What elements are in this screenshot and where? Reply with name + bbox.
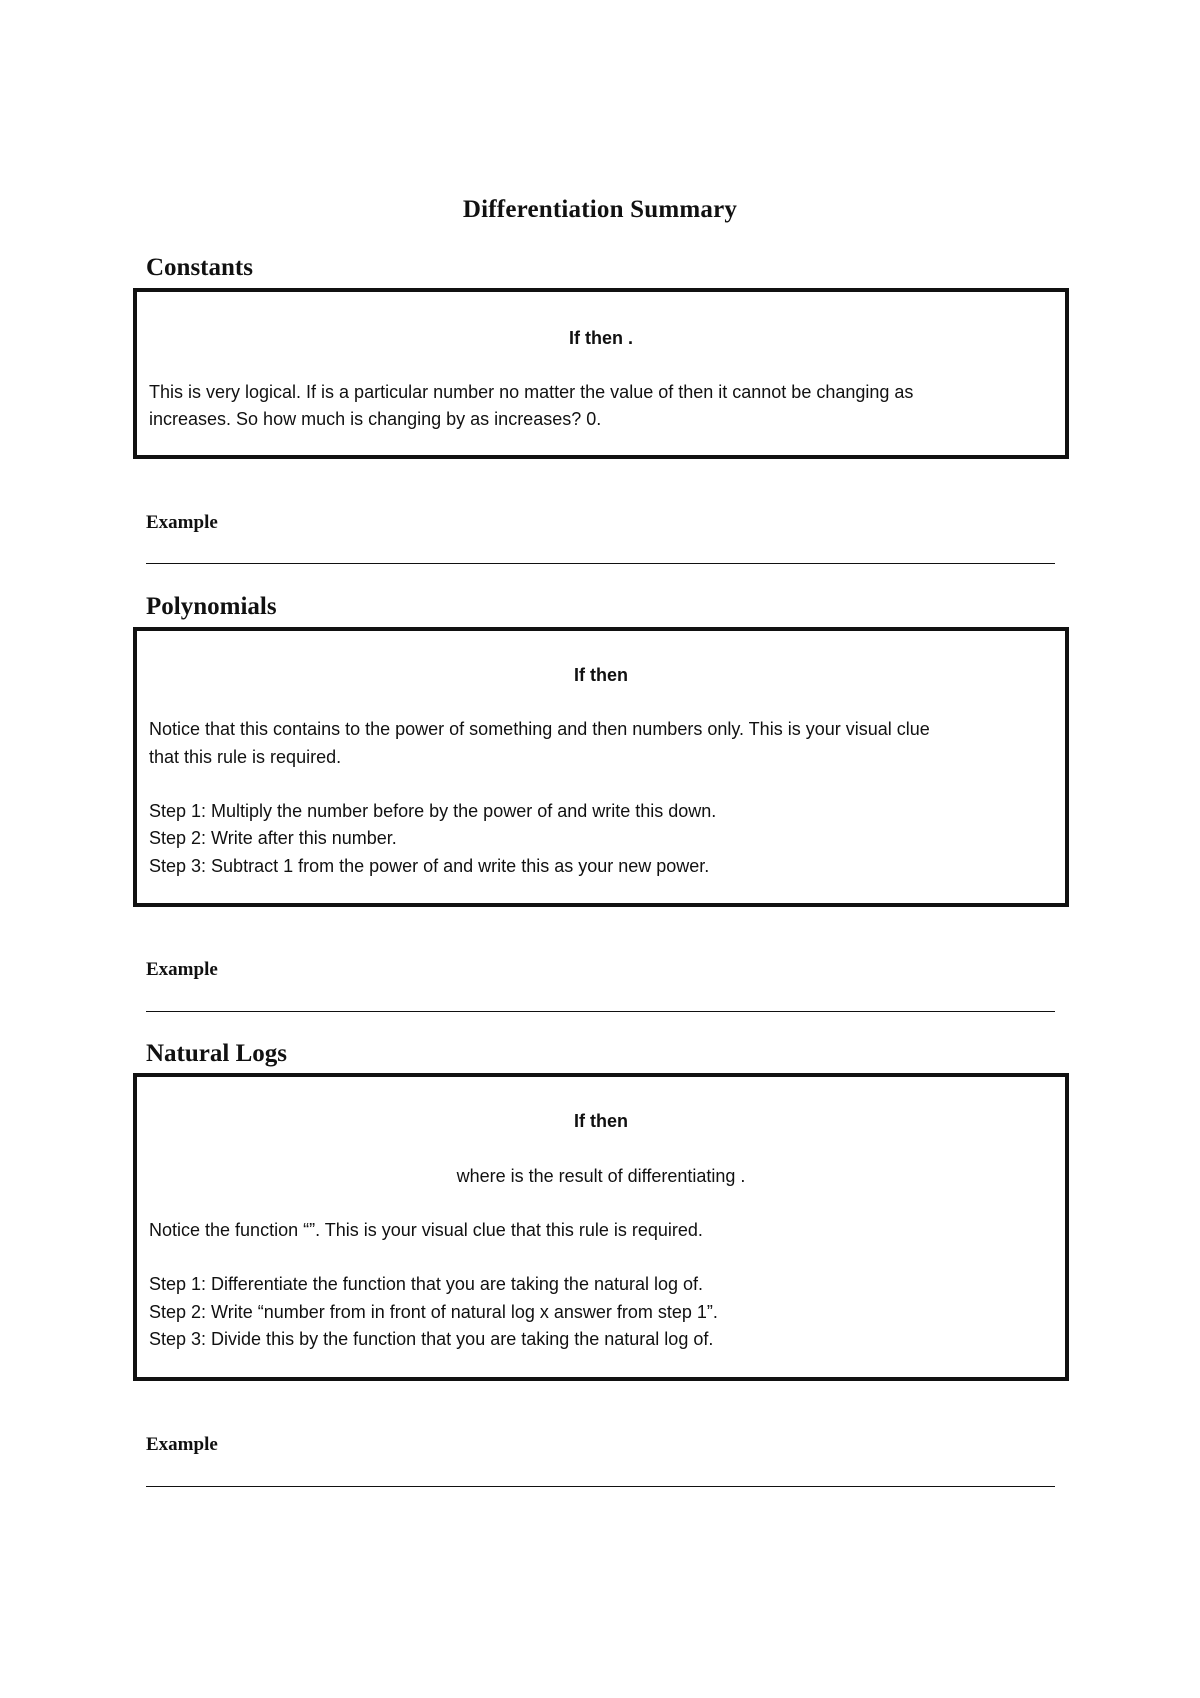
rule-explanation-line: increases. So how much is changing by as increases? 0. — [149, 409, 602, 429]
rule-step: Step 1: Differentiate the function that you are taking the natural log of. — [149, 1274, 704, 1294]
example-answer-line — [146, 1011, 1055, 1012]
section-heading-polynomials: Polynomials — [146, 593, 277, 620]
rule-step: Step 1: Multiply the number before by the power of and write this down. — [149, 801, 717, 821]
example-answer-line — [146, 563, 1055, 564]
rule-explanation-line: This is very logical. If is a particular number no matter the value of then it cannot be changing as — [149, 382, 914, 402]
rule-box-constants — [133, 288, 1069, 459]
section-heading-natural-logs: Natural Logs — [146, 1040, 287, 1067]
rule-step: Step 3: Subtract 1 from the power of and write this as your new power. — [149, 856, 710, 876]
rule-step: Step 3: Divide this by the function that you are taking the natural log of. — [149, 1329, 714, 1349]
page-title: Differentiation Summary — [462, 196, 738, 223]
rule-statement: If then — [574, 1111, 628, 1131]
rule-explanation-line: Notice that this contains to the power of something and then numbers only. This is your visual clue — [149, 719, 930, 739]
section-heading-constants: Constants — [146, 254, 253, 281]
rule-box-polynomials — [133, 627, 1069, 907]
rule-explanation-line: Notice the function “”. This is your visual clue that this rule is required. — [149, 1220, 703, 1240]
example-label-natural-logs: Example — [146, 1434, 218, 1455]
example-label-polynomials: Example — [146, 959, 218, 980]
rule-formula-note: where is the result of differentiating . — [456, 1166, 746, 1186]
example-label-constants: Example — [146, 512, 218, 533]
rule-step: Step 2: Write after this number. — [149, 828, 397, 848]
rule-step: Step 2: Write “number from in front of natural log x answer from step 1”. — [149, 1302, 718, 1322]
rule-box-natural-logs — [133, 1073, 1069, 1381]
rule-explanation-line: that this rule is required. — [149, 747, 342, 767]
rule-statement: If then — [574, 665, 628, 685]
example-answer-line — [146, 1486, 1055, 1487]
rule-statement: If then . — [569, 328, 633, 348]
